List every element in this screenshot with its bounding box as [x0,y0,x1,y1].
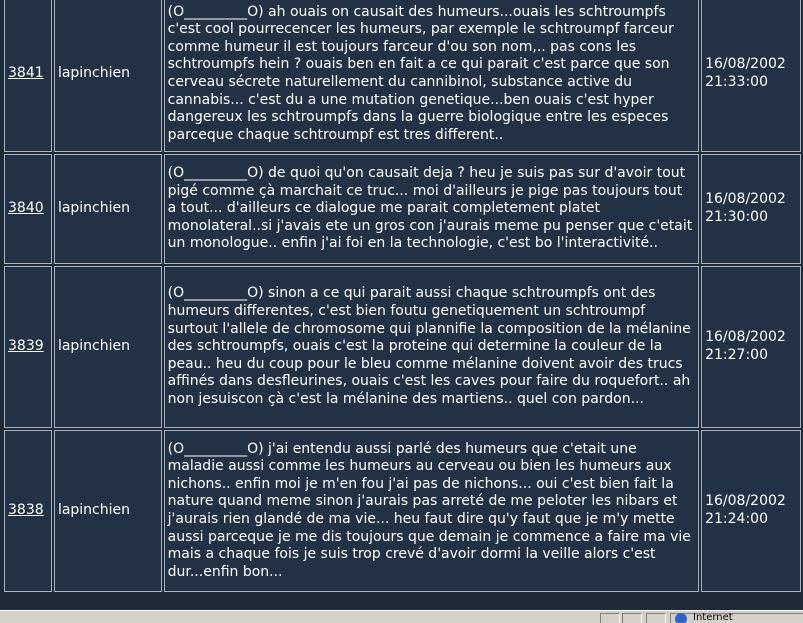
quote-text-cell: (O_________O) de quoi qu'on causait deja ? heu je suis pas sur d'avoir tout pigé comme çà marchait ce truc... moi d'ailleurs je pige pas toujours tout a tout... d'ailleurs ce dialogue me parait completement platet monolateral..si j'avais ete un gros con j'aurais meme pu penser que c'etait un monologue.. enfin j'ai foi en la technologie, c'est bo l'interactivité.. [164,154,699,264]
time-value: 21:24:00 [705,511,768,527]
quote-text-cell: (O_________O) sinon a ce qui parait aussi chaque schtroumpfs ont des humeurs differentes, c'est bien foutu genetiquement un schtroumpf surtout l'allele de chromosome qui plannifie la composition de la mélanine des schtroumpfs, ouais c'est la proteine qui determine la couleur de la peau.. heu du coup pour le bleu comme mélanine doivent avoir des trucs affinés dans desfleurines, ouais c'est les caves pour faire du roquefort.. ah non jesuiscon çà c'est la mélanine des martiens.. quel con pardon... [164,266,699,428]
quotes-table [2,0,803,594]
time-value: 21:30:00 [705,209,768,225]
date-value: 16/08/2002 [705,191,786,208]
time-value: 21:27:00 [705,347,768,363]
quote-id-cell [4,0,52,152]
author-cell: lapinchien [54,266,162,428]
date-value: 16/08/2002 [705,56,786,73]
date-cell [701,154,801,264]
date-cell [701,0,801,152]
quote-text-cell: (O_________O) j'ai entendu aussi parlé des humeurs que c'etait une maladie aussi comme les humeurs au cerveau ou bien les humeurs aux nichons.. enfin moi je m'en fou j'ai pas de nichons... oui c'est bien fait la nature quand meme sinon j'aurais pas arreté de me peloter les nibars et j'aurais rien glandé de ma vie... heu faut dire qu'y faut que je m'y mette aussi parceque je me dis toujours que demain je commence a faire ma vie mais a chaque fois je suis trop crevé d'avoir dormi la veille alors c'est dur...enfin bon... [164,430,699,592]
quote-id-link[interactable]: 3838 [8,502,44,519]
quote-id-link[interactable]: 3839 [8,338,44,355]
quote-id-link[interactable]: 3841 [8,65,44,82]
time-value: 21:33:00 [705,74,768,90]
table-row [4,154,801,264]
date-cell [701,266,801,428]
date-value: 16/08/2002 [705,329,786,346]
date-cell [701,430,801,592]
author-cell: lapinchien [54,154,162,264]
date-value: 16/08/2002 [705,493,786,510]
quote-id-cell [4,154,52,264]
quote-id-cell [4,430,52,592]
quote-id-link[interactable]: 3840 [8,200,44,217]
browser-status-bar [0,610,803,623]
table-row [4,430,801,592]
author-cell: lapinchien [54,430,162,592]
author-cell: lapinchien [54,0,162,152]
zone-label: Internet [693,612,733,623]
table-row [4,0,801,152]
quote-id-cell [4,266,52,428]
table-row [4,266,801,428]
quote-text-cell: (O_________O) ah ouais on causait des humeurs...ouais les schtroumpfs c'est cool pourrecencer les humeurs, par exemple le schtroumpf farceur comme humeur il est toujours farceur d'ou son nom,.. pas cons les schtroumpfs hein ? ouais ben en fait a ce qui parait c'est parce que son cerveau sécrete naturellement du cannibinol, substance active du cannabis... c'est du a une mutation genetique...ben ouais c'est hyper dangereux les schtroumpfs dans la guerre biologique entre les especes parceque chaque schtroumpf est tres different.. [164,0,699,152]
